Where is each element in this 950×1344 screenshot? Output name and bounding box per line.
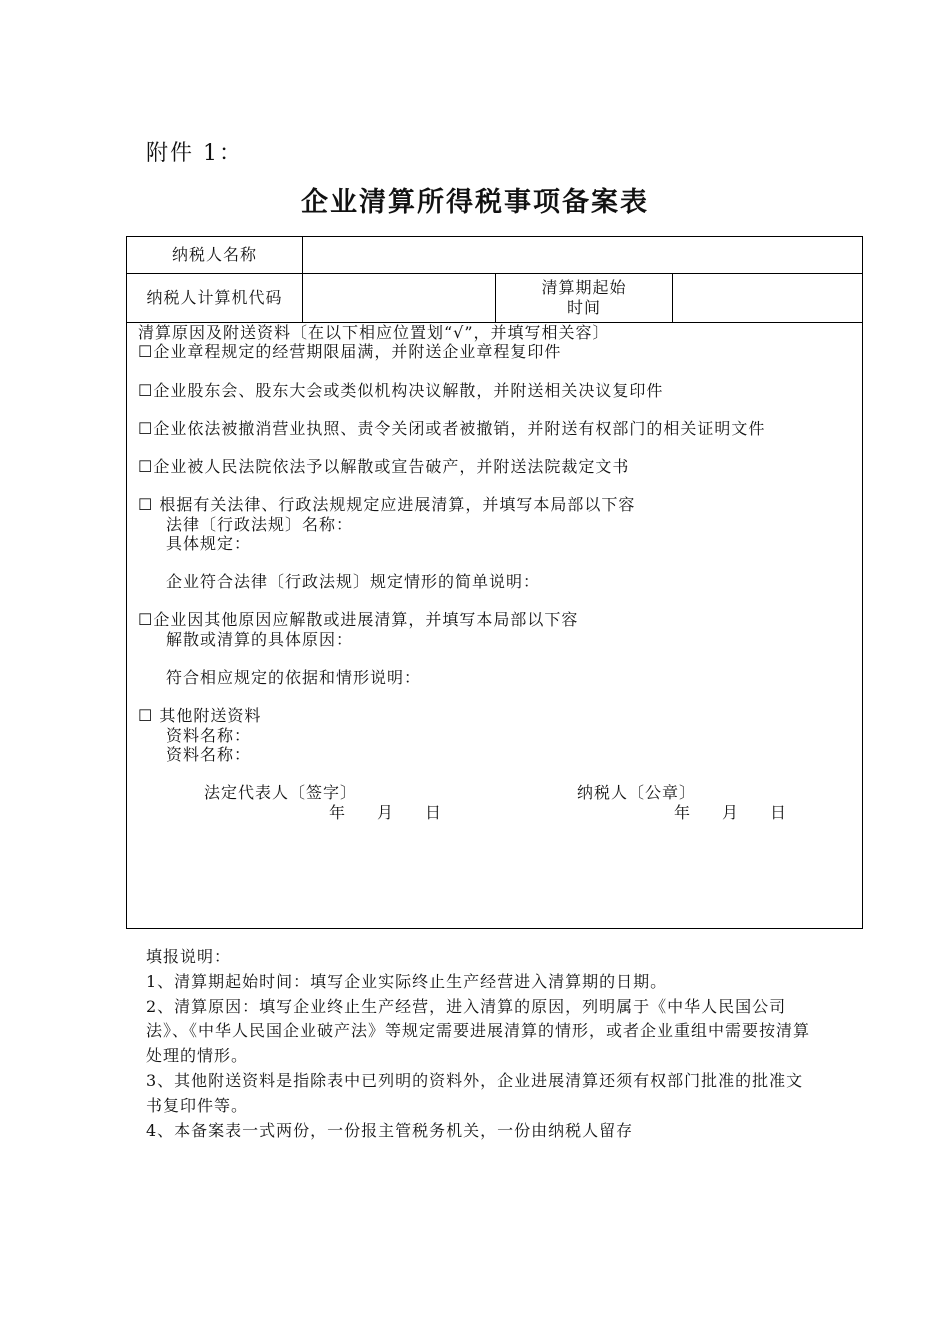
liquidation-start-label-line2: 时间 — [566, 298, 601, 317]
reason-checkbox-5[interactable]: ☐ 根据有关法律、行政法规规定应进展清算，并填写本局部以下容 — [138, 495, 636, 514]
filling-instructions — [146, 945, 816, 1143]
taxpayer-name-field[interactable] — [303, 237, 863, 273]
specific-reason-label: 解散或清算的具体原因： — [166, 630, 354, 649]
taxpayer-name-label: 纳税人名称 — [171, 245, 257, 264]
taxpayer-code-field[interactable] — [303, 274, 495, 322]
reason-checkbox-1[interactable]: ☐企业章程规定的经营期限届满，并附送企业章程复印件 — [138, 342, 562, 361]
notes-heading: 填报说明： — [146, 947, 232, 966]
other-materials-checkbox[interactable]: ☐ 其他附送资料 — [138, 706, 262, 725]
note-item-3: 3、其他附送资料是指除表中已列明的资料外，企业进展清算还须有权部门批准的批准文书复印件等。 — [146, 1070, 804, 1115]
reason-checkbox-4[interactable]: ☐企业被人民法院依法予以解散或宣告破产，并附送法院裁定文书 — [138, 457, 630, 476]
taxpayer-seal-label: 纳税人〔公章〕 — [577, 783, 697, 802]
sign-day-label: 日 — [425, 803, 443, 822]
seal-day-label: 日 — [770, 803, 788, 822]
seal-month-label: 月 — [722, 803, 740, 822]
liquidation-start-label-line1: 清算期起始 — [541, 278, 627, 297]
filing-form — [126, 236, 863, 929]
attachment-label: 附件 1： — [146, 141, 243, 166]
liquidation-start-field[interactable] — [673, 274, 863, 322]
liquidation-start-label — [496, 274, 672, 322]
taxpayer-code-label: 纳税人计算机代码 — [146, 288, 283, 307]
seal-year-label: 年 — [674, 803, 692, 822]
law-name-label: 法律〔行政法规〕名称： — [166, 515, 354, 534]
reason-checkbox-3[interactable]: ☐企业依法被撤消营业执照、责令关闭或者被撤销，并附送有权部门的相关证明文件 — [138, 419, 766, 438]
compliance-explanation-label: 企业符合法律〔行政法规〕规定情形的简单说明： — [166, 572, 541, 591]
note-item-2: 2、清算原因：填写企业终止生产经营，进入清算的原因，列明属于《中华人民国公司法》、《中华人民国企业破产法》等规定需要进展清算的情形，或者企业重组中需要按清算处理的情形。 — [146, 996, 811, 1066]
sign-month-label: 月 — [377, 803, 395, 822]
basis-explanation-label: 符合相应规定的依据和情形说明： — [166, 668, 422, 687]
material-name-label-2: 资料名称： — [166, 745, 252, 764]
legal-rep-signature-label: 法定代表人〔签字〕 — [204, 783, 358, 802]
sign-year-label: 年 — [329, 803, 347, 822]
material-name-label-1: 资料名称： — [166, 726, 252, 745]
form-title: 企业清算所得税事项备案表 — [301, 187, 649, 218]
specific-provision-label: 具体规定： — [166, 534, 252, 553]
reason-checkbox-2[interactable]: ☐企业股东会、股东大会或类似机构决议解散，并附送相关决议复印件 — [138, 381, 664, 400]
note-item-4: 4、本备案表一式两份，一份报主管税务机关，一份由纳税人留存 — [146, 1120, 634, 1140]
reasons-header: 清算原因及附送资料〔在以下相应位置划“√”，并填写相关容〕 — [138, 323, 610, 342]
reason-checkbox-6[interactable]: ☐企业因其他原因应解散或进展清算，并填写本局部以下容 — [138, 610, 579, 629]
note-item-1: 1、清算期起始时间：填写企业实际终止生产经营进入清算期的日期。 — [146, 971, 668, 991]
